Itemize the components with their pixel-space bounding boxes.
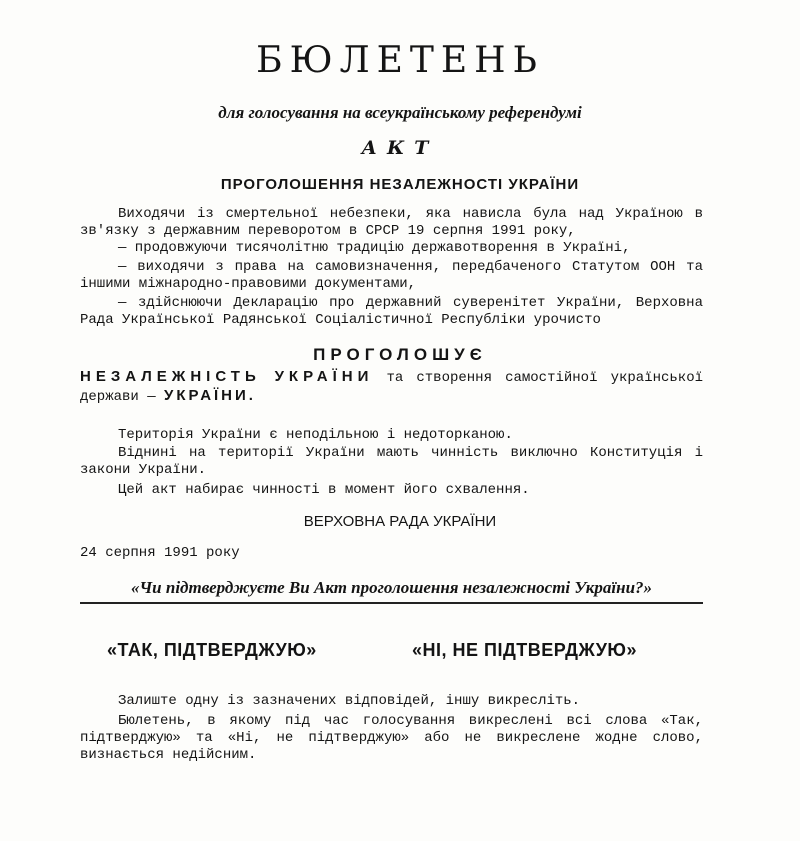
signatory: ВЕРХОВНА РАДА УКРАЇНИ [303,513,497,530]
act-subheading: ПРОГОЛОШЕННЯ НЕЗАЛЕЖНОСТІ УКРАЇНИ [220,176,580,193]
preamble-paragraph-2: — продовжуючи тисячолітню традицію державотворення в Україні, [118,240,631,256]
option-yes[interactable]: «ТАК, ПІДТВЕРДЖУЮ» [107,640,317,660]
preamble-paragraph-1: Виходячи із смертельної небезпеки, яка нависла була над Україною в зв'язку з державним переворотом в СРСР 19 серпня 1991 року, [80,206,703,239]
provision-territory: Територія України є неподільною і недоторканою. [118,427,513,443]
independence-rest: та створення самостійної української держави — [80,370,703,405]
act-heading: АКТ [361,137,439,159]
instruction-invalid: Бюлетень, в якому під час голосування викреслені всі слова «Так, підтверджую» та «Ні, не підтверджую» або не викреслене жодне слово, визнається недійсним. [80,713,703,763]
provision-effect: Цей акт набирає чинності в момент його схвалення. [118,482,530,498]
ballot-subtitle: для голосування на всеукраїнському референдумі [218,103,582,122]
referendum-question: «Чи підтверджуєте Ви Акт проголошення незалежності України?» [130,578,653,597]
preamble-paragraph-3: — виходячи з права на самовизначення, передбаченого Статутом ООН та іншими міжнародно-правовими документами, [80,259,703,292]
instruction-choose: Залиште одну із зазначених відповідей, іншу викресліть. [118,693,581,709]
provision-laws: Віднині на території України мають чинність виключно Конституція і закони України. [80,445,703,478]
independence-emphasis: НЕЗАЛЕЖНІСТЬ УКРАЇНИ [80,368,374,385]
proclaims-heading: ПРОГОЛОШУЄ [313,345,487,364]
act-date: 24 серпня 1991 року [80,545,240,561]
independence-statement [80,368,703,406]
question-divider [80,602,703,604]
independence-state: УКРАЇНИ. [164,387,256,404]
ballot-title: БЮЛЕТЕНЬ [256,40,544,81]
option-no[interactable]: «НІ, НЕ ПІДТВЕРДЖУЮ» [412,640,637,660]
preamble-paragraph-4: — здійснюючи Декларацію про державний суверенітет України, Верховна Рада Української Радянської Соціалістичної Республіки урочисто [80,295,703,328]
